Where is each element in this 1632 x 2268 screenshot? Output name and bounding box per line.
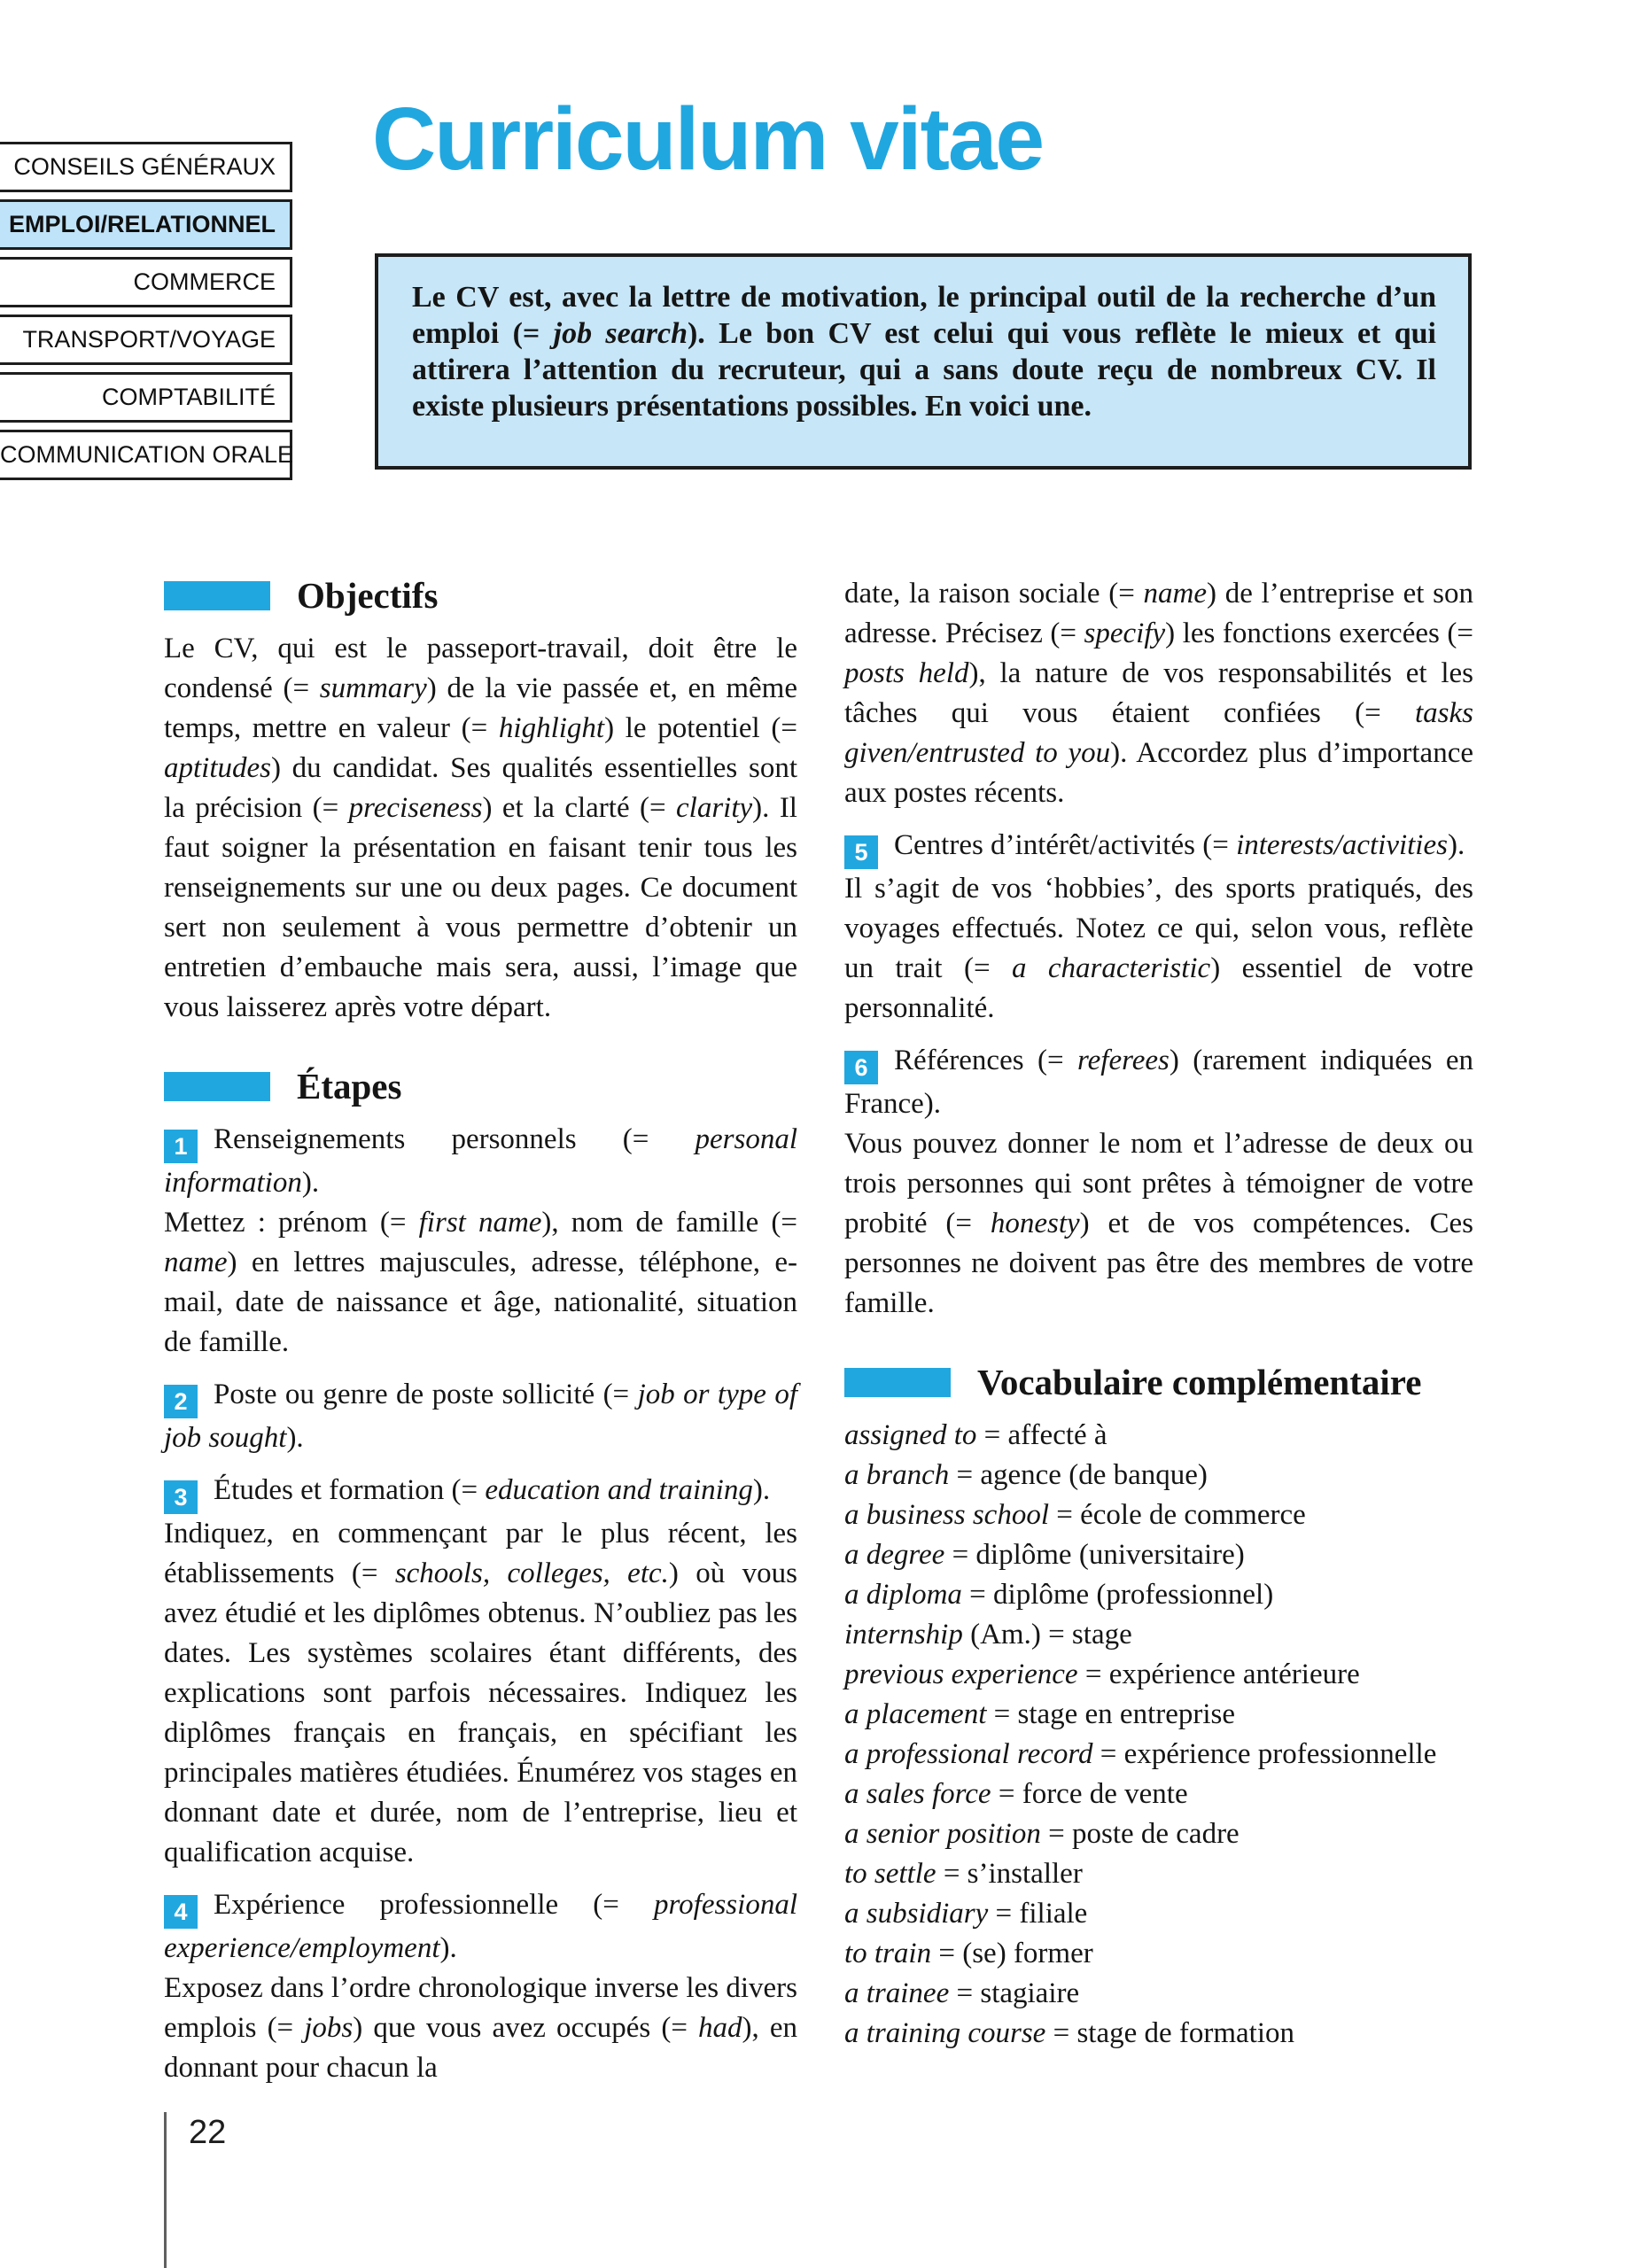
vocab-entry: to settle = s’installer (844, 1858, 1083, 1890)
step-5: 5 Centres d’intérêt/activités (= interests/activities). (844, 826, 1473, 869)
step-4-detail: Exposez dans l’ordre chronologique inverse les divers emplois (= jobs) que vous avez occupés (= had), en donnant pour chacun la (164, 1972, 797, 2084)
vocab-entry: a subsidiary = filiale (844, 1898, 1088, 1930)
vocab-entry: previous experience = expérience antérieure (844, 1658, 1360, 1690)
section-heading-etapes (164, 1065, 797, 1107)
vocab-entry: a degree = diplôme (universitaire) (844, 1539, 1245, 1571)
step-3-detail: Indiquez, en commençant par le plus récent, les établissements (= schools, colleges, etc.) où vous avez étudié et les diplômes obtenus. N’oubliez pas les dates. Les systèmes scolaires étant différents, des explications sont parfois nécessaires. Indiquez les diplômes français en français, en spécifiant les principales matières étudiées. Énumérez vos stages en donnant date et durée, nom de l’entreprise, lieu et qualification acquise. (164, 1518, 797, 1868)
step-number-badge: 5 (844, 835, 878, 869)
paragraph: date, la raison sociale (= name) de l’entreprise et son adresse. Précisez (= specify) les fonctions exercées (= posts held), la nature de vos responsabilités et les tâches qui vous étaient confiées (= tasks given/entrusted to you). Accordez plus d’importance aux postes récents. (844, 578, 1474, 809)
page-title: Curriculum vitae (372, 89, 1044, 189)
step-number-badge: 1 (164, 1130, 198, 1163)
vocab-entry: a trainee = stagiaire (844, 1977, 1080, 2009)
section-heading-label: Objectifs (297, 575, 439, 616)
section-heading-vocabulaire-complementaire (844, 1361, 1473, 1403)
vocab-entry: internship (Am.) = stage (844, 1619, 1132, 1651)
vocab-entry: a sales force = force de vente (844, 1778, 1188, 1810)
step-1-detail: Mettez : prénom (= first name), nom de famille (= name) en lettres majuscules, adresse, téléphone, e-mail, date de naissance et âge, nationalité, situation de famille. (164, 1207, 797, 1358)
page-number: 22 (189, 2114, 227, 2151)
section-heading-objectifs (164, 574, 797, 617)
step-2: 2 Poste ou genre de poste sollicité (= job or type of job sought). (164, 1379, 797, 1454)
step-5-detail: Il s’agit de vos ‘hobbies’, des sports pratiqués, des voyages effectués. Notez ce qui, selon vous, reflète un trait (= a characteristic) essentiel de votre personnalité. (844, 873, 1473, 1024)
vocab-entry: a professional record = expérience professionnelle (844, 1738, 1437, 1770)
vocab-entry: a business school = école de commerce (844, 1499, 1306, 1531)
sidebar-item-emploi-relationnel: EMPLOI/RELATIONNEL (0, 199, 292, 250)
sidebar-item-conseils-generaux: CONSEILS GÉNÉRAUX (0, 142, 292, 192)
step-number-badge: 6 (844, 1051, 878, 1084)
left-column (164, 574, 797, 2088)
step-number-badge: 4 (164, 1895, 198, 1929)
step-1: 1 Renseignements personnels (= personal information). (164, 1123, 797, 1199)
vocab-entry: assigned to = affecté à (844, 1419, 1107, 1451)
step-6-detail: Vous pouvez donner le nom et l’adresse de deux ou trois personnes qui sont prêtes à témoigner de votre probité (= honesty) et de vos compétences. Ces personnes ne doivent pas être des membres de votre famille. (844, 1128, 1473, 1319)
footer-divider (164, 2112, 167, 2268)
paragraph: Le CV, qui est le passeport-travail, doit être le condensé (= summary) de la vie passée et, en même temps, mettre en valeur (= highlight) le potentiel (= aptitudes) du candidat. Ses qualités essentielles sont la précision (= preciseness) et la clarté (= clarity). Il faut soigner la présentation en faisant tenir tous les renseignements sur une ou deux pages. Ce document sert non seulement à vous permettre d’obtenir un entretien d’embauche mais sera, aussi, l’image que vous laisserez après votre départ. (164, 633, 797, 1023)
sidebar-item-transport-voyage: TRANSPORT/VOYAGE (0, 315, 292, 365)
intro-box: Le CV est, avec la lettre de motivation, le principal outil de la recherche d’un emploi (= job search). Le bon CV est celui qui vous reflète le mieux et qui attirera l’attention du recruteur, qui a sans doute reçu de nombreux CV. Il existe plusieurs présentations possibles. En voici une. (375, 253, 1472, 470)
vocab-entry: a training course = stage de formation (844, 2017, 1295, 2049)
sidebar-item-comptabilite: COMPTABILITÉ (0, 372, 292, 423)
section-heading-label: Étapes (297, 1066, 402, 1107)
chapter-menu (0, 142, 292, 487)
vocab-entry: a branch = agence (de banque) (844, 1459, 1208, 1491)
step-number-badge: 3 (164, 1480, 198, 1514)
sidebar-item-commerce: COMMERCE (0, 257, 292, 307)
step-3: 3 Études et formation (= education and training). (164, 1471, 797, 1514)
vocab-entry: a senior position = poste de cadre (844, 1818, 1240, 1850)
step-number-badge: 2 (164, 1385, 198, 1418)
sidebar-item-communication-orale: COMMUNICATION ORALE (0, 430, 292, 480)
vocab-entry: a placement = stage en entreprise (844, 1698, 1236, 1730)
section-heading-label: Vocabulaire complémentaire (977, 1362, 1422, 1402)
vocab-entry: a diploma = diplôme (professionnel) (844, 1579, 1274, 1611)
step-4: 4 Expérience professionnelle (= professional experience/employment). (164, 1889, 797, 1964)
heading-bar-icon (164, 581, 270, 610)
heading-bar-icon (844, 1368, 951, 1397)
right-column (844, 574, 1473, 2054)
step-6: 6 Références (= referees) (rarement indiquées en France). (844, 1045, 1474, 1120)
heading-bar-icon (164, 1072, 270, 1101)
vocab-entry: to train = (se) former (844, 1938, 1093, 1969)
